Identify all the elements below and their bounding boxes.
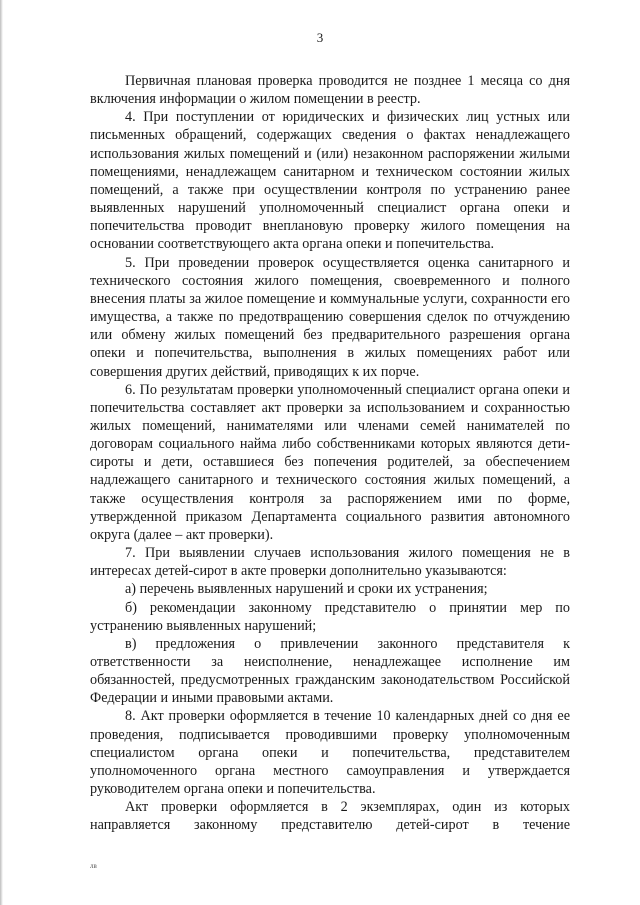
paragraph-item-7b: б) рекомендации законному представителю о принятии мер по устранению выявленных нарушений; xyxy=(90,599,570,634)
paragraph-item-7: 7. При выявлении случаев использования жилого помещения не в интересах детей-сирот в акте проверки дополнительно указываются: xyxy=(90,545,570,580)
paragraph-item-8: 8. Акт проверки оформляется в течение 10 календарных дней со дня ее проведения, подписывается проводившими проверку уполномоченным специалистом органа опеки и попечительства, представителем уполномоченного органа местного самоуправления и утверждается руководителем органа опеки и попечительства. xyxy=(90,708,570,798)
paragraph-item-7a: а) перечень выявленных нарушений и сроки их устранения; xyxy=(125,581,488,598)
paragraph-item-5: 5. При проведении проверок осуществляется оценка санитарного и технического состояния жилого помещения, своевременного и полного внесения платы за жилое помещение и коммунальные услуги, сохранности его имущества, а также по предотвращению совершения сделок по отчуждению или обмену жилых помещений без предварительного разрешения органа опеки и попечительства, выполнения в жилых помещениях работ или совершения других действий, приводящих к их порче. xyxy=(90,254,570,380)
paragraph-item-6: 6. По результатам проверки уполномоченный специалист органа опеки и попечительства составляет акт проверки за использованием и сохранностью жилых помещений, нанимателями или членами семей нанимателей по договорам социального найма либо собственниками которых являются дети-сироты и дети, оставшиеся без попечения родителей, за обеспечением надлежащего санитарного и технического состояния жилых помещений, а также осуществления контроля за распоряжением ими по форме, утвержденной приказом Департамента социального развития автономного округа (далее – акт проверки). xyxy=(90,381,570,543)
paragraph-initial-inspection: Первичная плановая проверка проводится не позднее 1 месяца со дня включения информации о жилом помещении в реестр. xyxy=(90,73,570,108)
paragraph-item-4: 4. При поступлении от юридических и физических лиц устных или письменных обращений, содержащих сведения о фактах ненадлежащего использования жилых помещений и (или) незаконном распоряжении жилыми помещениями, ненадлежащем санитарном и техническом состоянии жилых помещений, а также при осуществлении контроля по устранению ранее выявленных нарушений уполномоченный специалист органа опеки и попечительства проводит внеплановую проверку жилого помещения на основании соответствующего акта органа опеки и попечительства. xyxy=(90,109,570,253)
paragraph-item-7v: в) предложения о привлечении законного представителя к ответственности за неисполнение, ненадлежащее исполнение им обязанностей, предусмотренных гражданским законодательством Российской Федерации и иными правовыми актами. xyxy=(90,635,570,707)
document-body xyxy=(90,72,570,853)
footer-mark: лв xyxy=(90,862,97,870)
paragraph-act-copies: Акт проверки оформляется в 2 экземплярах, один из которых направляется законному представителю детей-сирот в течение xyxy=(90,799,570,834)
page-number: 3 xyxy=(316,30,324,45)
scan-edge xyxy=(0,0,3,905)
